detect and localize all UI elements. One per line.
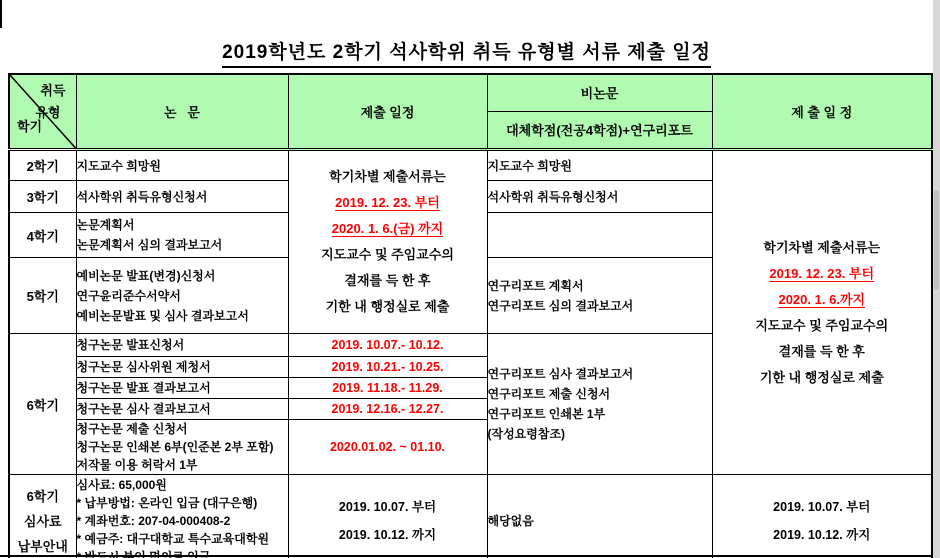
nonthesis-docs-sem4 <box>487 213 712 258</box>
semester-label-5: 5학기 <box>9 258 76 334</box>
corner-label-acquisition: 취득 <box>40 83 66 98</box>
nonthesis-schedule-to-date: 2020. 1. 6.까지 <box>778 291 866 307</box>
nonthesis-docs-sem5: 연구리포트 계획서 연구리포트 심의 결과보고서 <box>487 258 712 334</box>
table-row <box>9 475 932 558</box>
header-thesis-schedule: 제출 일정 <box>288 74 487 150</box>
date-range-committee: 2019. 10.21.- 10.25. <box>288 357 487 378</box>
thesis-docs-sem4: 논문계획서 논문계획서 심의 결과보고서 <box>76 213 288 258</box>
fee-payment-details: 심사료: 65,000원 * 납부방법: 온라인 입금 (대구은행) * 계좌번호: 207-04-000408-2 * 예금주: 대구대학교 특수교육대학원 <box>76 475 288 558</box>
date-range-submission: 2020.01.02. ~ 01.10. <box>288 420 487 475</box>
thesis-schedule-note2: 결재를 득 한 후 <box>344 273 431 288</box>
header-nonthesis: 비논문 <box>487 74 712 111</box>
thesis-schedule-note1: 지도교수 및 주임교수의 <box>321 247 454 262</box>
nonthesis-schedule-intro: 학기차별 제출서류는 <box>763 239 881 255</box>
date-range-review-report: 2019. 12.16.- 12.27. <box>288 399 487 420</box>
nonthesis-schedule-note2: 결재를 득 한 후 <box>778 343 865 359</box>
thesis-docs-sem2: 지도교수 희망원 <box>76 150 288 181</box>
nonthesis-schedule-note3: 기한 내 행정실로 제출 <box>759 369 884 385</box>
header-nonthesis-schedule: 제 출 일 정 <box>712 74 932 150</box>
header-thesis: 논 문 <box>76 74 288 150</box>
fee-nonthesis-dates: 2019. 10.07. 부터 2019. 10.12. 까지 <box>712 475 932 558</box>
fee-row-label: 6학기 심사료 납부안내 <box>9 475 76 558</box>
title-area <box>0 37 933 68</box>
thesis-doc-presentation-report: 청구논문 발표 결과보고서 <box>76 378 288 399</box>
semester-label-3: 3학기 <box>9 181 76 213</box>
fee-nonthesis-status: 해당없음 <box>487 475 712 558</box>
thesis-schedule-to-date: 2020. 1. 6.(금) 까지 <box>331 221 444 236</box>
window-bottom-border <box>0 555 933 557</box>
thesis-schedule-from-date: 2019. 12. 23. 부터 <box>335 195 440 210</box>
header-nonthesis-alt-credits: 대체학점(전공4학점)+연구리포트 <box>487 111 712 149</box>
thesis-doc-request-presentation: 청구논문 발표신청서 <box>76 334 288 357</box>
thesis-schedule-merged-cell <box>288 150 487 334</box>
thesis-doc-committee: 청구논문 심사위원 제청서 <box>76 357 288 378</box>
date-range-presentation: 2019. 10.07.- 10.12. <box>288 334 487 357</box>
window-edge-mark <box>0 0 2 28</box>
corner-label-semester: 학기 <box>17 119 43 134</box>
schedule-table <box>8 73 933 558</box>
corner-label-type: 유형 <box>35 105 61 120</box>
page-title: 2019학년도 2학기 석사학위 취득 유형별 서류 제출 일정 <box>222 37 711 68</box>
semester-label-2: 2학기 <box>9 150 76 181</box>
nonthesis-schedule-from-date: 2019. 12. 23. 부터 <box>769 265 875 281</box>
thesis-docs-sem5: 예비논문 발표(변경)신청서 연구윤리준수서약서 예비논문발표 및 심사 결과보고서 <box>76 258 288 334</box>
nonthesis-schedule-note1: 지도교수 및 주임교수의 <box>755 317 889 333</box>
thesis-doc-review-report: 청구논문 심사 결과보고서 <box>76 399 288 420</box>
nonthesis-schedule-merged-cell <box>712 150 932 475</box>
nonthesis-docs-sem6: 연구리포트 심사 결과보고서 연구리포트 제출 신청서 연구리포트 인쇄본 1부 (작성요령참조) <box>487 334 712 475</box>
thesis-docs-sem3: 석사학위 취득유형신청서 <box>76 181 288 213</box>
fee-thesis-dates: 2019. 10.07. 부터 2019. 10.12. 까지 <box>288 475 487 558</box>
corner-cell <box>9 74 76 150</box>
scrollbar-thumb[interactable] <box>934 190 939 290</box>
table-row <box>9 150 932 181</box>
date-range-presentation-report: 2019. 11.18.- 11.29. <box>288 378 487 399</box>
nonthesis-docs-sem2: 지도교수 희망원 <box>487 150 712 181</box>
thesis-schedule-note3: 기한 내 행정실로 제출 <box>325 299 450 314</box>
semester-label-6: 6학기 <box>9 334 76 475</box>
nonthesis-docs-sem3: 석사학위 취득유형신청서 <box>487 181 712 213</box>
semester-label-4: 4학기 <box>9 213 76 258</box>
scrollbar-track[interactable] <box>933 0 940 558</box>
thesis-doc-submission: 청구논문 제출 신청서 청구논문 인쇄본 6부(인준본 2부 포함) 저작물 이용 허락서 1부 <box>76 420 288 475</box>
thesis-schedule-intro: 학기차별 제출서류는 <box>329 169 446 184</box>
